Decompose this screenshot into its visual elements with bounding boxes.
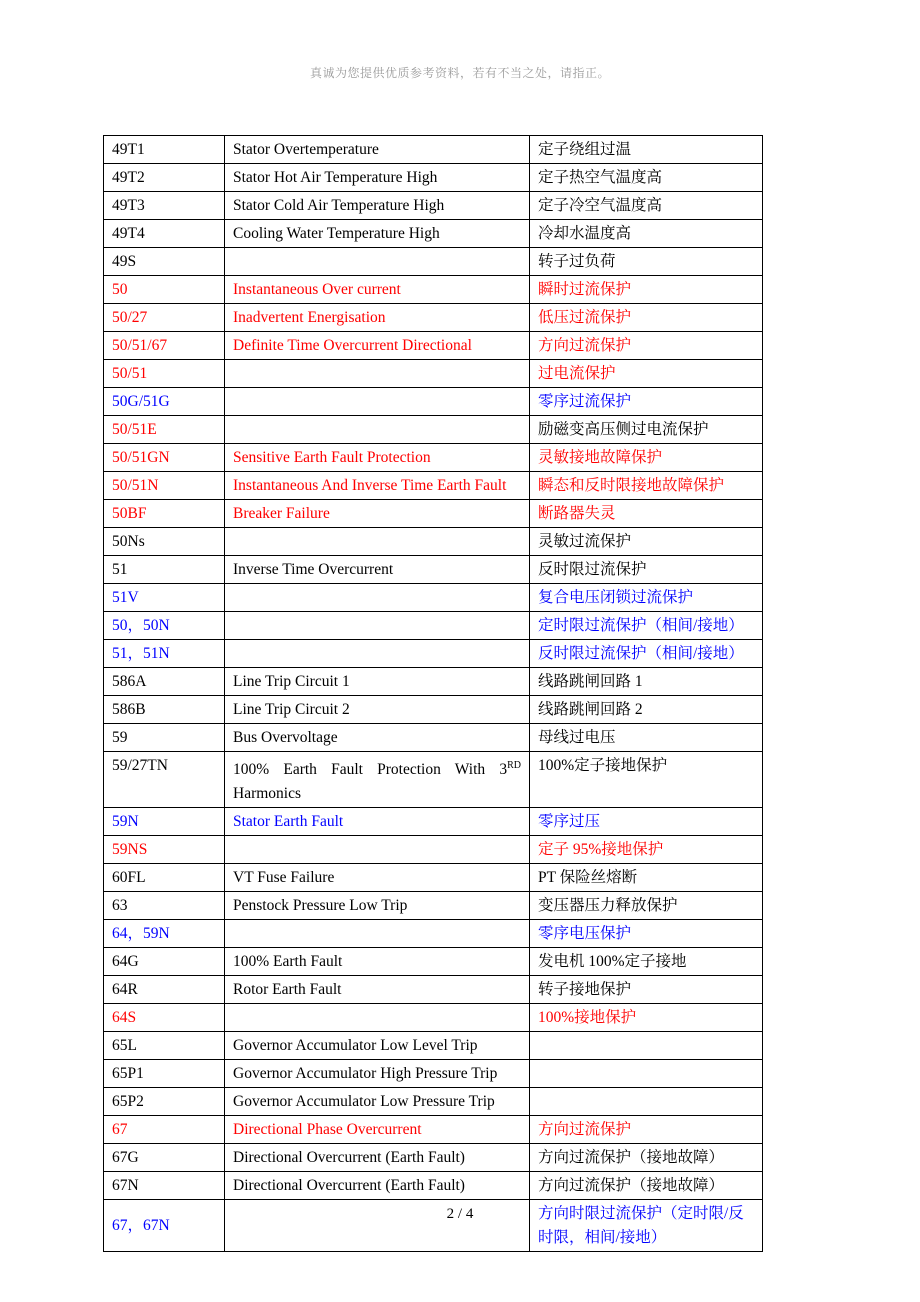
cell-code: 65P2 (104, 1088, 225, 1116)
cell-code: 50/51GN (104, 444, 225, 472)
table-row (104, 304, 763, 332)
cell-chinese: 反时限过流保护（相间/接地） (530, 640, 763, 668)
cell-code: 65P1 (104, 1060, 225, 1088)
cell-code: 49T2 (104, 164, 225, 192)
table-row (104, 892, 763, 920)
cell-chinese: 灵敏接地故障保护 (530, 444, 763, 472)
table-row (104, 276, 763, 304)
table-row (104, 612, 763, 640)
cell-chinese: 方向过流保护（接地故障） (530, 1144, 763, 1172)
cell-chinese: 过电流保护 (530, 360, 763, 388)
cell-code: 59NS (104, 836, 225, 864)
cell-chinese: 发电机 100%定子接地 (530, 948, 763, 976)
cell-code: 64R (104, 976, 225, 1004)
cell-chinese: 定子绕组过温 (530, 136, 763, 164)
cell-description: Inadvertent Energisation (225, 304, 530, 332)
table-row (104, 668, 763, 696)
cell-description (225, 836, 530, 864)
cell-description: Definite Time Overcurrent Directional (225, 332, 530, 360)
cell-chinese (530, 1060, 763, 1088)
cell-chinese: 励磁变高压侧过电流保护 (530, 416, 763, 444)
cell-code: 49T3 (104, 192, 225, 220)
cell-chinese: 线路跳闸回路 1 (530, 668, 763, 696)
cell-code: 50G/51G (104, 388, 225, 416)
table-row (104, 1144, 763, 1172)
cell-chinese: 瞬态和反时限接地故障保护 (530, 472, 763, 500)
cell-description (225, 584, 530, 612)
cell-code: 51，51N (104, 640, 225, 668)
cell-chinese: 方向过流保护（接地故障） (530, 1172, 763, 1200)
cell-chinese: 灵敏过流保护 (530, 528, 763, 556)
cell-chinese (530, 1088, 763, 1116)
cell-description (225, 528, 530, 556)
table-row (104, 864, 763, 892)
cell-chinese: 瞬时过流保护 (530, 276, 763, 304)
cell-description: Governor Accumulator High Pressure Trip (225, 1060, 530, 1088)
cell-description: Bus Overvoltage (225, 724, 530, 752)
cell-chinese: 定子热空气温度高 (530, 164, 763, 192)
cell-code: 67 (104, 1116, 225, 1144)
table-row (104, 136, 763, 164)
cell-description: VT Fuse Failure (225, 864, 530, 892)
table-row (104, 1004, 763, 1032)
cell-code: 51 (104, 556, 225, 584)
cell-description: Stator Overtemperature (225, 136, 530, 164)
table-row (104, 640, 763, 668)
cell-description: Inverse Time Overcurrent (225, 556, 530, 584)
cell-code: 67N (104, 1172, 225, 1200)
cell-chinese (530, 1032, 763, 1060)
table-row (104, 164, 763, 192)
cell-code: 59N (104, 808, 225, 836)
header-watermark: 真诚为您提供优质参考资料，若有不当之处，请指正。 (309, 66, 610, 80)
cell-description: Cooling Water Temperature High (225, 220, 530, 248)
cell-code: 49T4 (104, 220, 225, 248)
page-number: 2 / 4 (446, 1206, 474, 1222)
cell-code: 49T1 (104, 136, 225, 164)
table-row (104, 220, 763, 248)
cell-chinese: 线路跳闸回路 2 (530, 696, 763, 724)
cell-chinese: 方向过流保护 (530, 332, 763, 360)
table-row (104, 500, 763, 528)
cell-code: 64G (104, 948, 225, 976)
table-row (104, 1088, 763, 1116)
cell-chinese: 定时限过流保护（相间/接地） (530, 612, 763, 640)
table-row (104, 1116, 763, 1144)
cell-code: 49S (104, 248, 225, 276)
cell-code: 586B (104, 696, 225, 724)
table-row (104, 724, 763, 752)
cell-chinese: 断路器失灵 (530, 500, 763, 528)
cell-chinese: 母线过电压 (530, 724, 763, 752)
table-row (104, 472, 763, 500)
table-row (104, 1060, 763, 1088)
cell-code: 50BF (104, 500, 225, 528)
cell-code: 65L (104, 1032, 225, 1060)
cell-code: 59 (104, 724, 225, 752)
table-row (104, 360, 763, 388)
table-row (104, 948, 763, 976)
cell-description (225, 612, 530, 640)
cell-description (225, 248, 530, 276)
cell-description (225, 360, 530, 388)
cell-chinese: 100%定子接地保护 (530, 752, 763, 808)
cell-code: 63 (104, 892, 225, 920)
cell-code: 60FL (104, 864, 225, 892)
table-row (104, 1172, 763, 1200)
cell-chinese: 方向过流保护 (530, 1116, 763, 1144)
cell-code: 67，67N (104, 1200, 225, 1252)
description-text: 100% Earth Fault Protection With 3 (233, 761, 508, 779)
cell-chinese: 低压过流保护 (530, 304, 763, 332)
cell-description: Stator Hot Air Temperature High (225, 164, 530, 192)
cell-code: 67G (104, 1144, 225, 1172)
cell-description: Governor Accumulator Low Level Trip (225, 1032, 530, 1060)
cell-description (225, 752, 530, 808)
cell-code: 64S (104, 1004, 225, 1032)
table-row (104, 808, 763, 836)
table-row (104, 752, 763, 808)
cell-description: Governor Accumulator Low Pressure Trip (225, 1088, 530, 1116)
cell-code: 50/51E (104, 416, 225, 444)
cell-chinese: 零序过流保护 (530, 388, 763, 416)
cell-description (225, 1004, 530, 1032)
cell-description: Stator Cold Air Temperature High (225, 192, 530, 220)
cell-description: Instantaneous Over current (225, 276, 530, 304)
cell-code: 64，59N (104, 920, 225, 948)
cell-description (225, 388, 530, 416)
cell-description: Directional Overcurrent (Earth Fault) (225, 1172, 530, 1200)
table-row (104, 444, 763, 472)
cell-chinese: 转子过负荷 (530, 248, 763, 276)
table-row (104, 836, 763, 864)
table-row (104, 388, 763, 416)
table-row (104, 192, 763, 220)
cell-chinese: 零序过压 (530, 808, 763, 836)
cell-code: 50/27 (104, 304, 225, 332)
cell-description: Rotor Earth Fault (225, 976, 530, 1004)
table-row (104, 1032, 763, 1060)
table-row (104, 528, 763, 556)
cell-code: 50/51 (104, 360, 225, 388)
cell-chinese: 冷却水温度高 (530, 220, 763, 248)
ordinal-superscript: RD (507, 760, 521, 771)
cell-chinese: 复合电压闭锁过流保护 (530, 584, 763, 612)
cell-chinese: 100%接地保护 (530, 1004, 763, 1032)
table-row (104, 920, 763, 948)
cell-chinese: 方向时限过流保护（定时限/反时限，相间/接地） (530, 1200, 763, 1252)
cell-description: Sensitive Earth Fault Protection (225, 444, 530, 472)
cell-code: 50，50N (104, 612, 225, 640)
cell-code: 586A (104, 668, 225, 696)
table-row (104, 696, 763, 724)
cell-code: 59/27TN (104, 752, 225, 808)
cell-description: Instantaneous And Inverse Time Earth Fault (225, 472, 530, 500)
cell-description: Directional Phase Overcurrent (225, 1116, 530, 1144)
cell-chinese: 零序电压保护 (530, 920, 763, 948)
table-row (104, 584, 763, 612)
cell-description (225, 416, 530, 444)
cell-chinese: 变压器压力释放保护 (530, 892, 763, 920)
description-tail: Harmonics (233, 785, 302, 803)
table-row (104, 416, 763, 444)
cell-description (225, 920, 530, 948)
cell-description: 100% Earth Fault (225, 948, 530, 976)
cell-chinese: 定子 95%接地保护 (530, 836, 763, 864)
cell-code: 50/51/67 (104, 332, 225, 360)
cell-description: Line Trip Circuit 1 (225, 668, 530, 696)
cell-description: Line Trip Circuit 2 (225, 696, 530, 724)
cell-code: 50 (104, 276, 225, 304)
cell-description: Stator Earth Fault (225, 808, 530, 836)
cell-chinese: PT 保险丝熔断 (530, 864, 763, 892)
cell-description: Breaker Failure (225, 500, 530, 528)
cell-description: Penstock Pressure Low Trip (225, 892, 530, 920)
cell-description (225, 640, 530, 668)
cell-description: Directional Overcurrent (Earth Fault) (225, 1144, 530, 1172)
cell-code: 50/51N (104, 472, 225, 500)
cell-chinese: 反时限过流保护 (530, 556, 763, 584)
protection-code-table (103, 135, 763, 1252)
table-row (104, 248, 763, 276)
table-row (104, 556, 763, 584)
cell-chinese: 转子接地保护 (530, 976, 763, 1004)
cell-code: 51V (104, 584, 225, 612)
table-row (104, 976, 763, 1004)
cell-code: 50Ns (104, 528, 225, 556)
cell-chinese: 定子冷空气温度高 (530, 192, 763, 220)
table-row (104, 332, 763, 360)
